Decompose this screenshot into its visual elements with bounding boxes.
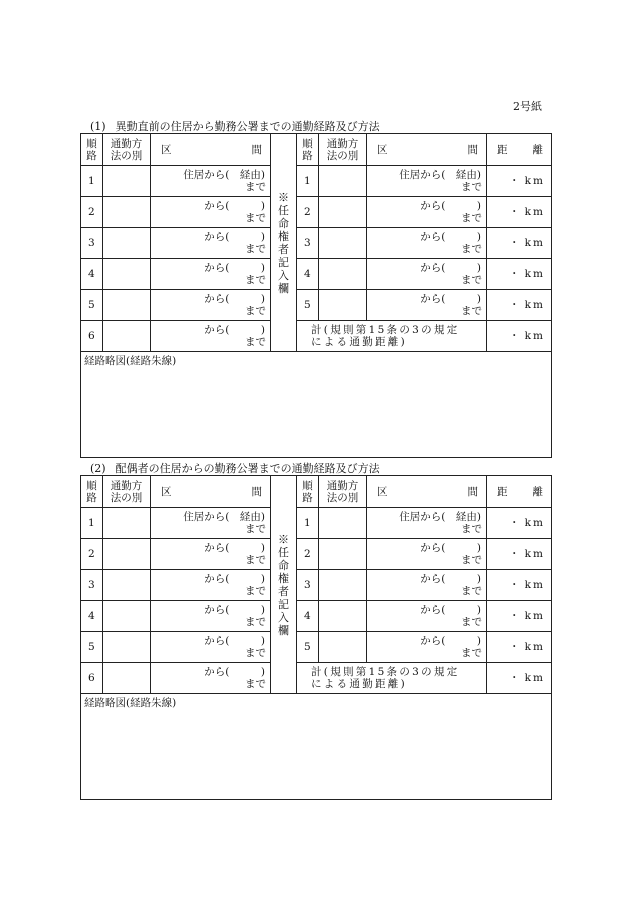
section-2-route-table: [80, 475, 552, 800]
method-cell-right[interactable]: [319, 601, 367, 632]
method-cell[interactable]: [103, 166, 151, 197]
method-cell-right[interactable]: [319, 508, 367, 539]
route-section-cell-right[interactable]: から( ) まで: [367, 570, 487, 601]
distance-cell[interactable]: ・ km: [487, 166, 552, 197]
distance-cell[interactable]: ・ km: [487, 601, 552, 632]
appointer-note-column: [271, 476, 297, 694]
row-seq-right: 4: [297, 259, 319, 290]
route-section-cell[interactable]: から( ) まで: [151, 663, 271, 694]
table-row: [81, 228, 552, 259]
section-2-number: (2): [90, 462, 106, 475]
header-method-right: 通勤方 法の別: [319, 134, 367, 166]
distance-cell[interactable]: ・ km: [487, 259, 552, 290]
method-cell[interactable]: [103, 508, 151, 539]
section-2-title: [90, 460, 380, 476]
table-row: [81, 321, 552, 352]
table-row: [81, 290, 552, 321]
route-section-cell[interactable]: から( ) まで: [151, 570, 271, 601]
total-label: 計(規則第15条の3の規定 による通勤距離): [297, 321, 487, 352]
section-1-route-table: [80, 133, 552, 458]
table-header-row: [81, 476, 552, 508]
route-map-label: 経路略図(経路朱線): [84, 697, 177, 709]
section-2-title-text: 配偶者の住居からの勤務公署までの通勤経路及び方法: [115, 462, 380, 475]
row-seq-right: 3: [297, 228, 319, 259]
distance-cell[interactable]: ・ km: [487, 632, 552, 663]
table-row: [81, 632, 552, 663]
method-cell-right[interactable]: [319, 632, 367, 663]
route-map-label: 経路略図(経路朱線): [84, 355, 177, 367]
row-seq: 3: [81, 228, 103, 259]
table-row: [81, 508, 552, 539]
distance-cell[interactable]: ・ km: [487, 508, 552, 539]
row-seq-right: 2: [297, 539, 319, 570]
route-map-row: [81, 694, 552, 800]
method-cell-right[interactable]: [319, 166, 367, 197]
route-section-cell[interactable]: から( ) まで: [151, 228, 271, 259]
table-header-row: [81, 134, 552, 166]
route-section-cell[interactable]: 住居から( 経由) まで: [151, 508, 271, 539]
table-row: [81, 197, 552, 228]
header-seq: 順 路: [81, 476, 103, 508]
route-section-cell[interactable]: から( ) まで: [151, 259, 271, 290]
header-seq-right: 順 路: [297, 134, 319, 166]
method-cell-right[interactable]: [319, 197, 367, 228]
route-section-cell-right[interactable]: から( ) まで: [367, 197, 487, 228]
appointer-note: ※任命権者記入欄: [278, 532, 289, 637]
row-seq-right: 3: [297, 570, 319, 601]
route-section-cell[interactable]: から( ) まで: [151, 632, 271, 663]
row-seq-right: 4: [297, 601, 319, 632]
header-section: 区 間: [151, 134, 271, 166]
row-seq-right: 1: [297, 508, 319, 539]
header-method-right: 通勤方 法の別: [319, 476, 367, 508]
method-cell[interactable]: [103, 601, 151, 632]
route-map-area[interactable]: [81, 694, 552, 800]
route-section-cell[interactable]: 住居から( 経由) まで: [151, 166, 271, 197]
table-row: [81, 166, 552, 197]
route-section-cell[interactable]: から( ) まで: [151, 539, 271, 570]
row-seq: 6: [81, 663, 103, 694]
row-seq: 4: [81, 259, 103, 290]
route-section-cell-right[interactable]: から( ) まで: [367, 601, 487, 632]
method-cell[interactable]: [103, 290, 151, 321]
method-cell-right[interactable]: [319, 570, 367, 601]
route-section-cell-right[interactable]: 住居から( 経由) まで: [367, 166, 487, 197]
route-section-cell-right[interactable]: から( ) まで: [367, 632, 487, 663]
row-seq-right: 5: [297, 632, 319, 663]
row-seq: 5: [81, 290, 103, 321]
method-cell-right[interactable]: [319, 290, 367, 321]
distance-cell[interactable]: ・ km: [487, 570, 552, 601]
method-cell[interactable]: [103, 570, 151, 601]
route-section-cell[interactable]: から( ) まで: [151, 601, 271, 632]
method-cell[interactable]: [103, 259, 151, 290]
total-distance-cell[interactable]: ・ km: [487, 663, 552, 694]
section-1-number: (1): [90, 120, 106, 133]
table-row: [81, 663, 552, 694]
distance-cell[interactable]: ・ km: [487, 290, 552, 321]
section-1-title-text: 異動直前の住居から勤務公署までの通勤経路及び方法: [115, 120, 380, 133]
row-seq: 5: [81, 632, 103, 663]
route-section-cell-right[interactable]: 住居から( 経由) まで: [367, 508, 487, 539]
header-section-right: 区 間: [367, 134, 487, 166]
route-section-cell[interactable]: から( ) まで: [151, 321, 271, 352]
distance-cell[interactable]: ・ km: [487, 197, 552, 228]
row-seq: 3: [81, 570, 103, 601]
route-section-cell-right[interactable]: から( ) まで: [367, 539, 487, 570]
header-method: 通勤方 法の別: [103, 476, 151, 508]
route-section-cell[interactable]: から( ) まで: [151, 290, 271, 321]
row-seq: 1: [81, 508, 103, 539]
distance-cell[interactable]: ・ km: [487, 228, 552, 259]
route-section-cell-right[interactable]: から( ) まで: [367, 259, 487, 290]
method-cell-right[interactable]: [319, 259, 367, 290]
header-distance: 距 離: [487, 476, 552, 508]
header-seq: 順 路: [81, 134, 103, 166]
method-cell[interactable]: [103, 632, 151, 663]
row-seq: 2: [81, 539, 103, 570]
distance-cell[interactable]: ・ km: [487, 539, 552, 570]
route-section-cell-right[interactable]: から( ) まで: [367, 228, 487, 259]
appointer-note-column: [271, 134, 297, 352]
route-section-cell-right[interactable]: から( ) まで: [367, 290, 487, 321]
method-cell[interactable]: [103, 321, 151, 352]
row-seq: 1: [81, 166, 103, 197]
method-cell-right[interactable]: [319, 539, 367, 570]
row-seq: 2: [81, 197, 103, 228]
row-seq-right: 1: [297, 166, 319, 197]
table-row: [81, 259, 552, 290]
appointer-note: ※任命権者記入欄: [278, 190, 289, 295]
method-cell[interactable]: [103, 228, 151, 259]
row-seq-right: 2: [297, 197, 319, 228]
total-label: 計(規則第15条の3の規定 による通勤距離): [297, 663, 487, 694]
method-cell-right[interactable]: [319, 228, 367, 259]
form-number: 2号紙: [513, 100, 542, 113]
table-row: [81, 570, 552, 601]
method-cell[interactable]: [103, 539, 151, 570]
header-distance: 距 離: [487, 134, 552, 166]
route-map-row: [81, 352, 552, 458]
row-seq: 6: [81, 321, 103, 352]
header-method: 通勤方 法の別: [103, 134, 151, 166]
header-section-right: 区 間: [367, 476, 487, 508]
header-seq-right: 順 路: [297, 476, 319, 508]
row-seq: 4: [81, 601, 103, 632]
route-map-area[interactable]: [81, 352, 552, 458]
header-section: 区 間: [151, 476, 271, 508]
table-row: [81, 539, 552, 570]
method-cell[interactable]: [103, 197, 151, 228]
table-row: [81, 601, 552, 632]
row-seq-right: 5: [297, 290, 319, 321]
route-section-cell[interactable]: から( ) まで: [151, 197, 271, 228]
total-distance-cell[interactable]: ・ km: [487, 321, 552, 352]
section-1-title: [90, 118, 380, 134]
method-cell[interactable]: [103, 663, 151, 694]
